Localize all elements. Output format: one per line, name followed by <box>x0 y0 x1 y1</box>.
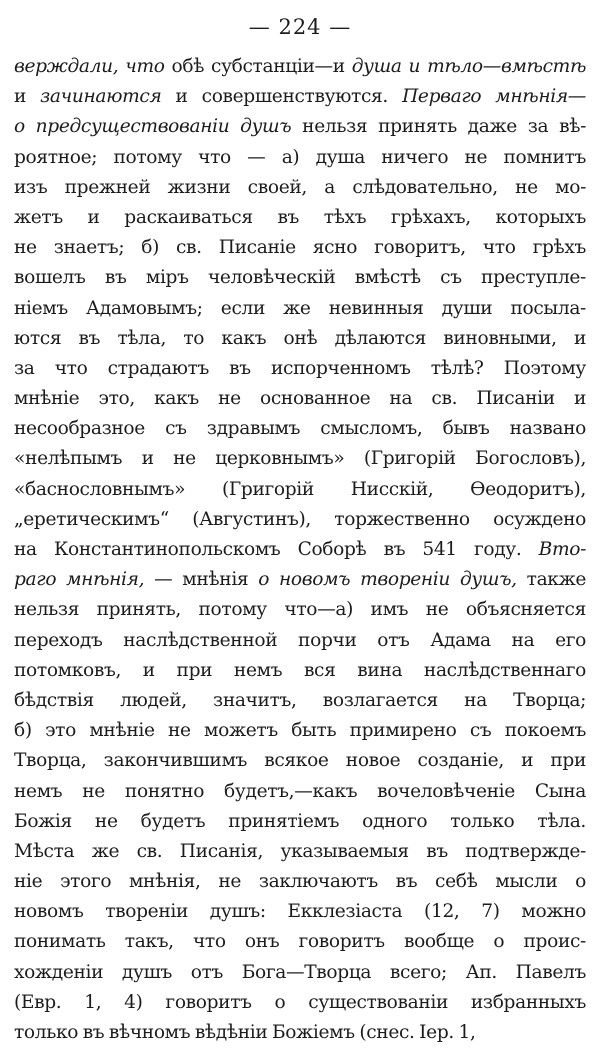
text-line <box>14 173 586 203</box>
text-line <box>14 565 586 595</box>
text-segment: «нелѣпымъ и не церковнымъ» (Григорій Богословъ), <box>14 448 586 470</box>
italic-text-segment: раго мнѣнія, <box>14 569 145 591</box>
text-line <box>14 595 586 625</box>
text-segment: за что страдаютъ въ испорченномъ тѣлѣ? Поэтому <box>14 357 586 379</box>
text-segment: изъ прежней жизни своей, а слѣдовательно, не мо- <box>14 176 586 198</box>
text-segment: также <box>516 569 586 591</box>
text-line <box>14 52 586 82</box>
text-segment: на Константинопольскомъ Соборѣ въ 541 году. <box>14 539 539 560</box>
text-line <box>14 444 586 474</box>
text-line <box>14 414 586 444</box>
text-line <box>14 203 586 233</box>
text-line <box>14 927 586 957</box>
text-segment: — мнѣнія <box>144 569 259 591</box>
text-line <box>14 1018 586 1048</box>
italic-text-segment: зачинаются <box>40 86 162 108</box>
text-segment: (Евр. 1, 4) говоритъ о существованіи избранныхъ <box>14 991 586 1013</box>
text-segment: понимать такъ, что онъ говоритъ вообще о проис- <box>14 931 586 953</box>
text-segment: роятное; потому что — а) душа ничего не помнитъ <box>14 146 586 168</box>
text-line <box>14 384 586 414</box>
text-line <box>14 988 586 1018</box>
text-line <box>14 807 586 837</box>
italic-text-segment: душа и тѣло—вмѣстѣ <box>351 56 587 77</box>
text-segment: и совершенствуются. <box>161 86 403 108</box>
text-segment: Мѣста же св. Писанія, указываемыя въ подтвержде- <box>14 840 586 862</box>
text-segment: переходъ наслѣдственной порчи отъ Адама на его <box>14 629 586 651</box>
text-line <box>14 263 586 293</box>
text-segment: только въ вѣчномъ вѣдѣніи Божіемъ (снес. Іер. 1, <box>14 1022 476 1043</box>
text-line <box>14 897 586 927</box>
text-line <box>14 143 586 173</box>
text-segment: ніемъ Адамовымъ; если же невинныя души посыла- <box>14 297 586 319</box>
text-segment: обѣ субстанціи—и <box>164 56 352 77</box>
text-segment: бѣдствія людей, значитъ, возлагается на Творца; <box>14 689 586 711</box>
italic-text-segment: верждали, что <box>14 56 165 77</box>
text-segment: Божія не будетъ принятіемъ одного только тѣла. <box>14 810 586 832</box>
text-line <box>14 82 586 112</box>
text-segment: Творца, закончившимъ всякое новое созданіе, и при <box>14 750 586 772</box>
text-segment: „еретическимъ“ (Августинъ), торжественно осуждено <box>14 508 586 530</box>
text-segment: мнѣніе это, какъ не основанное на св. Писаніи и <box>14 388 586 410</box>
text-segment: нельзя принять, потому что—а) имъ не объясняется <box>14 599 586 621</box>
text-line <box>14 354 586 384</box>
italic-text-segment: Вто- <box>538 539 586 560</box>
text-line <box>14 867 586 897</box>
body-text <box>14 52 586 1048</box>
text-segment: не знаетъ; б) св. Писаніе ясно говоритъ, что грѣхъ <box>14 237 586 259</box>
italic-text-segment: о предсуществованіи душъ <box>14 116 292 138</box>
text-segment: «баснословнымъ» (Григорій Нисскій, Ѳеодоритъ), <box>14 478 586 500</box>
text-line <box>14 475 586 505</box>
text-segment: вошелъ въ міръ человѣческій вмѣстѣ съ преступле- <box>14 267 586 289</box>
text-segment: потомковъ, и при немъ вся вина наслѣдственнаго <box>14 659 586 681</box>
text-line <box>14 958 586 988</box>
text-segment: жетъ и раскаиваться въ тѣхъ грѣхахъ, которыхъ <box>14 206 586 228</box>
text-line <box>14 626 586 656</box>
text-segment: ніе этого мнѣнія, не заключаютъ въ себѣ мысли о <box>14 871 586 893</box>
text-line <box>14 746 586 776</box>
text-segment: немъ не понятно будетъ,—какъ вочеловѣченіе Сына <box>14 780 586 802</box>
text-line <box>14 535 586 565</box>
text-segment: и <box>14 86 41 108</box>
text-segment: хожденіи душъ отъ Бога—Творца всего; Ап. Павелъ <box>14 961 586 983</box>
text-line <box>14 656 586 686</box>
text-line <box>14 324 586 354</box>
text-segment: несообразное съ здравымъ смысломъ, бывъ названо <box>14 418 586 440</box>
page-number: — 224 — <box>248 15 352 39</box>
text-line <box>14 686 586 716</box>
text-line <box>14 716 586 746</box>
text-line <box>14 837 586 867</box>
italic-text-segment: о новомъ твореніи душъ, <box>258 569 517 591</box>
text-segment: б) это мнѣніе не можетъ быть примирено съ покоемъ <box>14 720 586 742</box>
text-line <box>14 294 586 324</box>
text-line <box>14 777 586 807</box>
text-line <box>14 112 586 142</box>
text-line <box>14 233 586 263</box>
text-line <box>14 505 586 535</box>
italic-text-segment: Перваго мнѣнія— <box>402 86 587 108</box>
text-segment: новомъ твореніи душъ: Екклезіаста (12, 7) можно <box>14 901 586 923</box>
text-segment: нельзя принять даже за вѣ- <box>291 116 587 138</box>
text-segment: ются въ тѣла, то какъ онѣ дѣлаются виновными, и <box>14 327 586 349</box>
